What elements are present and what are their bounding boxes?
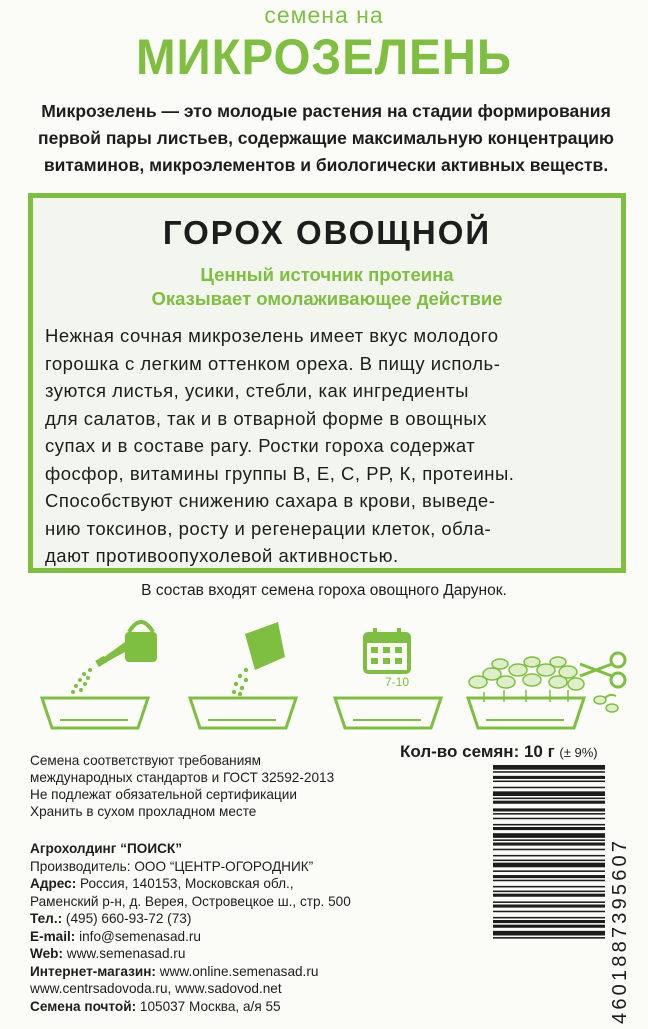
description-line: дают противоопухолевой активностью. [45,545,399,566]
intro-line: Микрозелень — это молодые растения на стадии формирования [41,101,611,121]
barcode-bar [493,765,605,770]
address-line: Россия, 140153, Московская обл., [76,876,294,891]
watering-can-icon [30,612,180,742]
description-line: нию токсинов, росту и регенерации клеток, обла- [45,517,492,539]
web-value: www.semenasad.ru [62,946,186,961]
certification-line: Не подлежат обязательной сертификации [30,787,297,802]
barcode-bar [493,843,605,846]
description-line: зуются листья, усики, стебли, как ингредиенты [45,380,469,401]
barcode-bar [493,886,605,888]
other-sites: www.centrsadovoda.ru, www.sadovod.net [30,981,282,996]
seed-quantity-tolerance: (± 9%) [559,745,598,760]
web-label: Web: [30,946,63,961]
barcode-bar [493,905,605,908]
barcode-bar [493,920,605,923]
address-label: Адрес: [30,876,77,891]
barcode-bar [493,931,605,936]
seed-quantity-label: Кол-во семян: 10 г [400,742,555,761]
certification-info [30,752,390,820]
intro-line: первой пары листьев, содержащие максимальную концентрацию [38,128,614,148]
barcode-bar [493,891,605,893]
certification-line: Семена соответствуют требованиям [30,753,261,768]
intro-text [20,98,632,179]
composition-note: В состав входят семена гороха овощного Дарунок. [141,582,507,599]
barcode-bar [493,824,605,826]
barcode-bar [493,925,605,928]
barcode-bar [493,787,605,789]
barcode-bar [493,849,605,851]
header-title: МИКРОЗЕЛЕНЬ [135,29,513,85]
barcode-bar [493,880,605,882]
barcode-bar [493,791,605,796]
email-value: info@semenasad.ru [75,928,201,944]
description-line: Способствуют снижению сахара в крови, выведе- [45,490,496,511]
days-label: 7-10 [385,675,410,689]
sowing-seeds-icon [180,612,330,742]
step-harvest [460,612,635,742]
barcode-bar [493,833,605,838]
barcode-bar [493,937,605,939]
description-line: Нежная сочная микрозелень имеет вкус молодого [45,325,499,346]
shop-value: www.online.semenasad.ru [155,963,319,979]
product-benefit: Ценный источник протеина [200,264,454,285]
barcode-bar [493,808,605,811]
scissors-harvest-icon [460,612,635,742]
mail-order-value: 105037 Москва, а/я 55 [136,998,281,1014]
calendar-icon [325,612,475,742]
barcode-bar [493,901,605,903]
barcode-bar [493,870,605,872]
producer-contacts [30,840,470,1015]
barcode-bar [493,875,605,878]
product-benefit: Оказывает омолаживающее действие [151,288,503,309]
phone-value: (495) 660-93-72 (73) [62,911,192,926]
barcode-bar [493,798,605,800]
barcode-bar [493,917,605,919]
barcode-bar [493,894,605,897]
barcode-bar [493,911,605,913]
certification-line: международных стандартов и ГОСТ 32592-2013 [30,770,335,785]
step-watering [30,612,180,742]
barcode-bar [493,855,605,857]
barcode-bar [493,827,605,830]
barcode-bar [493,776,605,779]
step-sowing [180,612,330,742]
address-line: Раменский р-н, д. Верея, Островецкое ш., стр. 500 [30,893,351,909]
description-line: фосфор, витамины группы В, Е, С, РР, К, протеины. [45,462,515,484]
mail-order-label: Семена почтой: [30,998,137,1014]
product-name: ГОРОХ ОВОЩНОЙ [162,214,492,251]
barcode-bar [493,818,605,820]
barcode-bar [493,839,605,841]
product-info-box [28,193,626,573]
barcode-digits: 4601887395607 [609,837,631,1024]
description-line: горошка с легким оттенком ореха. В пищу исполь- [45,352,501,374]
phone-label: Тел.: [30,911,63,926]
barcode-bar [493,771,605,773]
description-line: для салатов, так и в отварной форме в овощных [45,407,487,429]
shop-label: Интернет-магазин: [30,963,156,979]
barcode-bar [493,801,605,804]
intro-line: витаминов, микроэлементов и биологически активных веществ. [43,155,609,175]
step-waiting [325,612,475,742]
barcode-bar [493,860,605,862]
company-name: Агрохолдинг “ПОИСК” [30,841,183,856]
barcode-bar [493,781,605,783]
description-line: супах и в составе рагу. Ростки гороха содержат [45,435,476,456]
producer-name: Производитель: ООО “ЦЕНТР-ОГОРОДНИК” [30,858,314,874]
email-label: E-mail: [30,928,76,944]
barcode-bar [493,813,605,815]
barcode-bar [493,863,605,868]
header-subtitle: семена на [264,2,384,28]
certification-line: Хранить в сухом прохладном месте [30,804,257,819]
seed-quantity [400,742,598,762]
product-description [45,322,613,570]
barcode-bars [493,765,648,1024]
barcode [493,765,648,1024]
